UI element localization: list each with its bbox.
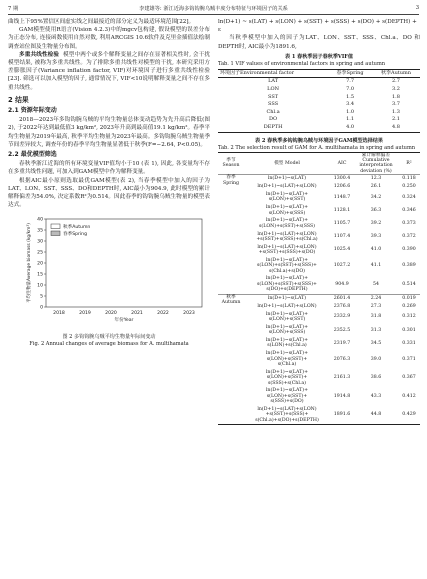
table-row bbox=[218, 310, 420, 323]
figure-caption-cn: 图 2 多钩钩腕乌贼平均生物量年际间变动 bbox=[62, 334, 156, 341]
page-number-left: 7 期 bbox=[8, 6, 19, 12]
paragraph: 2018—2023年多钩钩腕乌贼的平均生物量总体变动趋势为先升高后降低(图 2), 于2022年达到最低值3 kg/km², 2023年升高到最高值19.1 kg/km²。春季平均生物量为2019年最高, 秋季平均生物量为2023年最高。多钩钩腕乌贼生物量季节间差异较大, 调查年份的春季平均生物量显著低于秋季(F=−2.64, P<0.05)。 bbox=[8, 117, 210, 148]
table1-title-en: Tab. 1 VIF values of environmental factors in spring and autumn bbox=[218, 60, 386, 67]
table-cell: 34.2 bbox=[370, 194, 382, 200]
table-cell: ln(D+1)~s(LAT)+s(LON) +s(SST)+s(SSS)+ s(Chl.a)+s(DO)+s(DEPTH) bbox=[255, 406, 319, 423]
table-cell: 39.3 bbox=[370, 234, 382, 240]
table-row bbox=[218, 191, 420, 204]
table-cell: 0.429 bbox=[402, 412, 416, 418]
table-row bbox=[218, 275, 420, 294]
y-tick-label: 0 bbox=[40, 306, 43, 312]
table-cell: 31.8 bbox=[370, 314, 382, 320]
bar-chart-svg bbox=[8, 213, 210, 331]
table-cell: 0.372 bbox=[402, 234, 416, 240]
table-cell: 0.312 bbox=[402, 314, 416, 320]
table-cell: 12.3 bbox=[354, 175, 398, 183]
table-cell: ln(D+1)~s(LAT)+ s(LON)+s(SSS) bbox=[265, 324, 309, 336]
table-cell: 36.3 bbox=[370, 207, 382, 213]
table-cell: 1.8 bbox=[392, 93, 400, 100]
table-cell: 2352.5 bbox=[333, 327, 351, 333]
x-tick-label: 2018 bbox=[53, 311, 65, 317]
table-cell: 0.250 bbox=[402, 184, 416, 190]
section-heading: 2 结果 bbox=[8, 95, 29, 104]
x-tick-label: 2019 bbox=[79, 311, 91, 317]
right-column bbox=[218, 18, 420, 425]
inline-heading: 多重共线性检验 bbox=[19, 51, 60, 58]
table-row bbox=[218, 78, 420, 86]
table-cell: 0.390 bbox=[402, 247, 416, 253]
table-cell: 1128.1 bbox=[333, 207, 351, 213]
table-cell: 3.2 bbox=[392, 86, 400, 92]
table-header: 环境因子Environmental factor bbox=[220, 69, 295, 76]
table-cell: 0.118 bbox=[398, 175, 420, 183]
table-cell: 39.0 bbox=[370, 356, 382, 362]
table-cell: LAT bbox=[268, 78, 279, 85]
x-tick-label: 2022 bbox=[157, 311, 169, 317]
gam-selection-table bbox=[218, 152, 420, 426]
table-cell: 2.24 bbox=[354, 294, 398, 302]
table-row bbox=[218, 124, 420, 132]
table-cell: 0.269 bbox=[402, 303, 416, 309]
table-cell: 44.8 bbox=[370, 412, 382, 418]
table-cell: SSS bbox=[268, 101, 279, 108]
table-row bbox=[218, 109, 420, 117]
table-row bbox=[218, 303, 420, 311]
figure-caption-en: Fig. 2 Annual changes of average biomass for A. multihamata bbox=[29, 341, 189, 348]
table-header: R² bbox=[406, 160, 412, 166]
table-cell: 3.7 bbox=[392, 101, 400, 108]
table-cell: 0.019 bbox=[398, 294, 420, 302]
vif-table bbox=[218, 69, 420, 133]
table-cell: 2376.8 bbox=[333, 303, 351, 309]
table-row bbox=[218, 230, 420, 243]
table-cell: DEPTH bbox=[263, 123, 283, 130]
y-tick-label: 10 bbox=[37, 284, 43, 290]
table-cell: ln(D+1)~s(LAT)+ s(LON)+s(SST) bbox=[265, 311, 309, 323]
table-row bbox=[218, 257, 420, 276]
table-row bbox=[218, 406, 420, 425]
legend-swatch bbox=[51, 224, 60, 229]
paragraph: 春秋季浙江近海的所有环境变量VIF值均小于10 (表 1), 因此, 各变量均不存在多重共线性问题, 可加入到GAM模型中作为解释变量。 bbox=[8, 161, 210, 176]
page-number-right: 3 bbox=[415, 5, 419, 11]
table-row bbox=[218, 86, 420, 94]
table-cell: 2.7 bbox=[392, 78, 400, 85]
table-cell: 27.3 bbox=[370, 303, 382, 309]
table-cell: LON bbox=[267, 86, 279, 92]
table-cell: ln(D+1)~s(LAT)+s(LON) +s(SST)+s(SSS)+s(Chl.a) bbox=[256, 231, 318, 242]
y-tick-label: 40 bbox=[37, 218, 43, 224]
table-cell: 1914.8 bbox=[333, 393, 351, 399]
table-cell: 0.514 bbox=[402, 281, 416, 287]
table-cell: 41.0 bbox=[370, 247, 382, 253]
table-row bbox=[218, 101, 420, 109]
table-cell: 1.5 bbox=[346, 93, 355, 100]
table-cell: 904.9 bbox=[335, 281, 349, 287]
table-row bbox=[218, 217, 420, 230]
y-tick-label: 15 bbox=[37, 273, 43, 279]
table-cell: ln(D+1)~s(LAT)+ s(LON)+s(Chl.a) bbox=[265, 338, 309, 349]
table-header: 春季Spring bbox=[336, 69, 364, 76]
table-row bbox=[218, 94, 420, 102]
table-cell: 1105.7 bbox=[333, 221, 351, 227]
subsection-heading: 2.1 资源年际变动 bbox=[8, 107, 57, 115]
table-cell: SST bbox=[268, 93, 279, 100]
table-cell: ln(D+1)~s(LAT)+ s(LON)+s(SST)+s(SSS) bbox=[258, 218, 316, 229]
table-cell: 1148.7 bbox=[333, 194, 351, 200]
paragraph: 曲线上下95%置信区间虚实线之间最接近的部分定义为最适环境范围[22]。 bbox=[8, 19, 195, 25]
table-cell: 34.5 bbox=[370, 340, 382, 346]
table-row bbox=[218, 204, 420, 217]
table-cell: 1891.6 bbox=[333, 412, 351, 418]
table-cell: 2319.7 bbox=[333, 340, 351, 346]
biomass-chart bbox=[8, 213, 210, 331]
table-cell: 1.3 bbox=[392, 108, 400, 115]
paragraph bbox=[8, 51, 210, 92]
x-tick-label: 2023 bbox=[183, 311, 195, 317]
table-cell: 0.346 bbox=[402, 207, 416, 213]
table-cell: ln(D+1)~s(LAT)+s(LON) bbox=[257, 184, 317, 190]
table-row bbox=[218, 183, 420, 191]
y-tick-label: 25 bbox=[37, 251, 43, 257]
table-header: 季节 Season bbox=[222, 157, 240, 169]
season-cell: 秋季 Autumn bbox=[218, 294, 244, 425]
table-header: AIC bbox=[337, 160, 347, 166]
y-tick-label: 20 bbox=[37, 262, 43, 268]
table-cell: ln(D+1)~s(LAT) bbox=[244, 175, 330, 183]
table-cell: 0.373 bbox=[402, 221, 416, 227]
table-cell: 2.1 bbox=[392, 116, 400, 123]
table-cell: 4.0 bbox=[346, 123, 355, 130]
table-cell: 0.371 bbox=[402, 356, 416, 362]
table-cell: 1206.6 bbox=[333, 184, 351, 190]
table-cell: ln(D+1)~s(LAT)+ s(LON)+s(SST) bbox=[265, 191, 309, 203]
table-cell: Chl.a bbox=[266, 108, 280, 115]
y-axis-label: 平均生物量Average biomass (kg/km²) bbox=[27, 223, 32, 304]
paragraph: GAM模型使用R语言(Vision 4.2.3)中的mgcv包构建, 假设模型的误差分布为正态分布, 连接函数使用自然对数, 利用ARCGIS 10.6软件及克里金插值法绘制调查站位图及生物量分布图。 bbox=[8, 27, 210, 50]
table-cell: 2601.4 bbox=[330, 294, 354, 302]
table-cell: 0.389 bbox=[402, 263, 416, 269]
table-cell: ln(D+1)~s(LAT)+ s(LON)+s(SSS) bbox=[265, 205, 309, 216]
table-header: 秋季Autumn bbox=[380, 69, 411, 76]
paragraph: 当秋季模型中加入的因子为LAT、LON、SST、SSS、Chl.a、DO 和 DEPTH时, AIC最小为1891.6, bbox=[218, 35, 420, 50]
season-cell: 春季 Spring bbox=[218, 175, 244, 295]
left-column bbox=[8, 18, 210, 348]
table-cell: ln(D+1)~s(LAT)+ s(LON)+s(SST)+ s(SSS)+s(DO) bbox=[265, 388, 309, 405]
table-cell: 1025.4 bbox=[333, 247, 351, 253]
table-cell: 7.7 bbox=[346, 78, 355, 85]
y-tick-label: 30 bbox=[37, 240, 43, 246]
running-title: 李建雄等: 浙江近海多钩钩腕乌贼丰度分布特征与环境因子的关系 bbox=[139, 6, 288, 12]
table-cell: ln(D+1)~s(LAT)+ s(LON)+s(SST)+ s(SSS)+s(Chl.a) bbox=[265, 369, 309, 386]
table-cell: 1.0 bbox=[346, 108, 355, 115]
x-axis-label: 年份Year bbox=[114, 318, 134, 324]
table-cell: ln(D+1)~s(LAT)+ s(LON)+s(SST)+ s(Chl.a) bbox=[265, 351, 309, 367]
legend-label: 秋季Autumn bbox=[63, 225, 91, 231]
table-cell: ln(D+1)~s(LAT)+s(LON) bbox=[257, 303, 317, 309]
table-cell: 0.324 bbox=[402, 194, 416, 200]
table-row bbox=[218, 324, 420, 337]
table-cell: 0.331 bbox=[402, 340, 416, 346]
table-cell: 54 bbox=[373, 281, 379, 287]
table-row bbox=[218, 369, 420, 388]
table-cell: 4.8 bbox=[392, 123, 400, 130]
table-cell: 3.4 bbox=[346, 101, 355, 108]
page-header bbox=[8, 4, 419, 15]
table-cell: 43.3 bbox=[370, 393, 382, 399]
table-row bbox=[218, 337, 420, 350]
table-cell: 7.0 bbox=[346, 86, 355, 92]
table-cell: 38.6 bbox=[370, 375, 382, 381]
table-cell: ln(D+1)~s(LAT)+s(LON) +s(SST)+s(SSS)+s(DO) bbox=[257, 244, 317, 256]
paragraph-text: 模型中两个或多个解释变量之间存在显著相关性时, 会干扰模型结果, 被称为多重共线性。为了排除多重共线性对模型的干扰, 本研究采用方差膨胀因子(Variance inflation factor, VIF)对环境因子进行多重共线性检验[23]. 筛选可以加入模型的因子, 通常情况下, VIF<10说明解释变量之间不存在多重共线性。 bbox=[8, 51, 210, 91]
table-row bbox=[218, 116, 420, 124]
table-cell: 1.1 bbox=[346, 116, 355, 123]
table-cell: 1027.2 bbox=[333, 263, 351, 269]
table1-title-cn: 表 1 春秋季因子春秋季VIF值 bbox=[285, 53, 353, 60]
x-tick-label: 2020 bbox=[105, 311, 117, 317]
paragraph: 根据AIC最小原则选取最优GAM模型(表 2), 当春季模型中加入的因子为LAT、LON、SST、SSS、DO和DEPTH时, AIC最小为904.9, 此时模型的累计解释偏差为54.0%, 决定系数R²为0.514。因此春季的钩钩腕乌贼生物量的模型表达式。 bbox=[8, 177, 210, 209]
y-tick-label: 5 bbox=[40, 295, 43, 301]
table-cell: ln(D+1)~s(LAT) bbox=[244, 294, 330, 302]
table-row bbox=[218, 175, 420, 183]
table-row bbox=[218, 244, 420, 257]
table-cell: ln(D+1)~s(LAT)+ s(LON)+s(SST)+s(SSS)+ s(Chl.a)+s(DO) bbox=[257, 257, 317, 274]
table-cell: 0.412 bbox=[402, 393, 416, 399]
legend-label: 春季Spring bbox=[63, 232, 88, 238]
table-row bbox=[218, 387, 420, 406]
table-cell: 1300.4 bbox=[330, 175, 354, 183]
table-cell: 2076.3 bbox=[333, 356, 351, 362]
table-header: 模型 Model bbox=[274, 160, 300, 166]
table-row bbox=[218, 350, 420, 369]
table-cell: DO bbox=[269, 116, 278, 123]
legend-swatch bbox=[51, 231, 60, 236]
x-tick-label: 2021 bbox=[131, 311, 143, 317]
table-cell: 41.1 bbox=[370, 263, 382, 269]
y-tick-label: 35 bbox=[37, 229, 43, 235]
table-cell: 39.2 bbox=[370, 221, 382, 227]
table-cell: 2161.3 bbox=[333, 375, 351, 381]
table-cell: 2332.9 bbox=[333, 314, 351, 320]
table-cell: 0.301 bbox=[402, 327, 416, 333]
table-row bbox=[218, 294, 420, 302]
table2-title-en: Tab. 2 The selection result of GAM for A. multihamata in spring and autumn bbox=[218, 144, 416, 151]
table2-title-cn: 表 2 春秋季多钩钩腕乌贼与环境因子GAM模型选择结果 bbox=[254, 137, 383, 144]
spring-model-formula: ln(D+1) ~ s(LAT) + s(LON) + s(SST) + s(SSS) + s(DO) + s(DEPTH) + ε bbox=[218, 19, 417, 34]
table-cell: 26.1 bbox=[370, 184, 382, 190]
subsection-heading: 2.2 最优模型筛选 bbox=[8, 151, 57, 159]
table-cell: ln(D+1)~s(LAT)+ s(LON)+s(SST)+s(SSS)+ s(DO)+s(DEPTH) bbox=[257, 276, 317, 293]
table-cell: 31.3 bbox=[370, 327, 382, 333]
table-cell: 1107.4 bbox=[333, 234, 351, 240]
table-header: 累计解释偏差 Cumulative interpretation deviation (%) bbox=[359, 152, 393, 174]
table-cell: 0.367 bbox=[402, 375, 416, 381]
